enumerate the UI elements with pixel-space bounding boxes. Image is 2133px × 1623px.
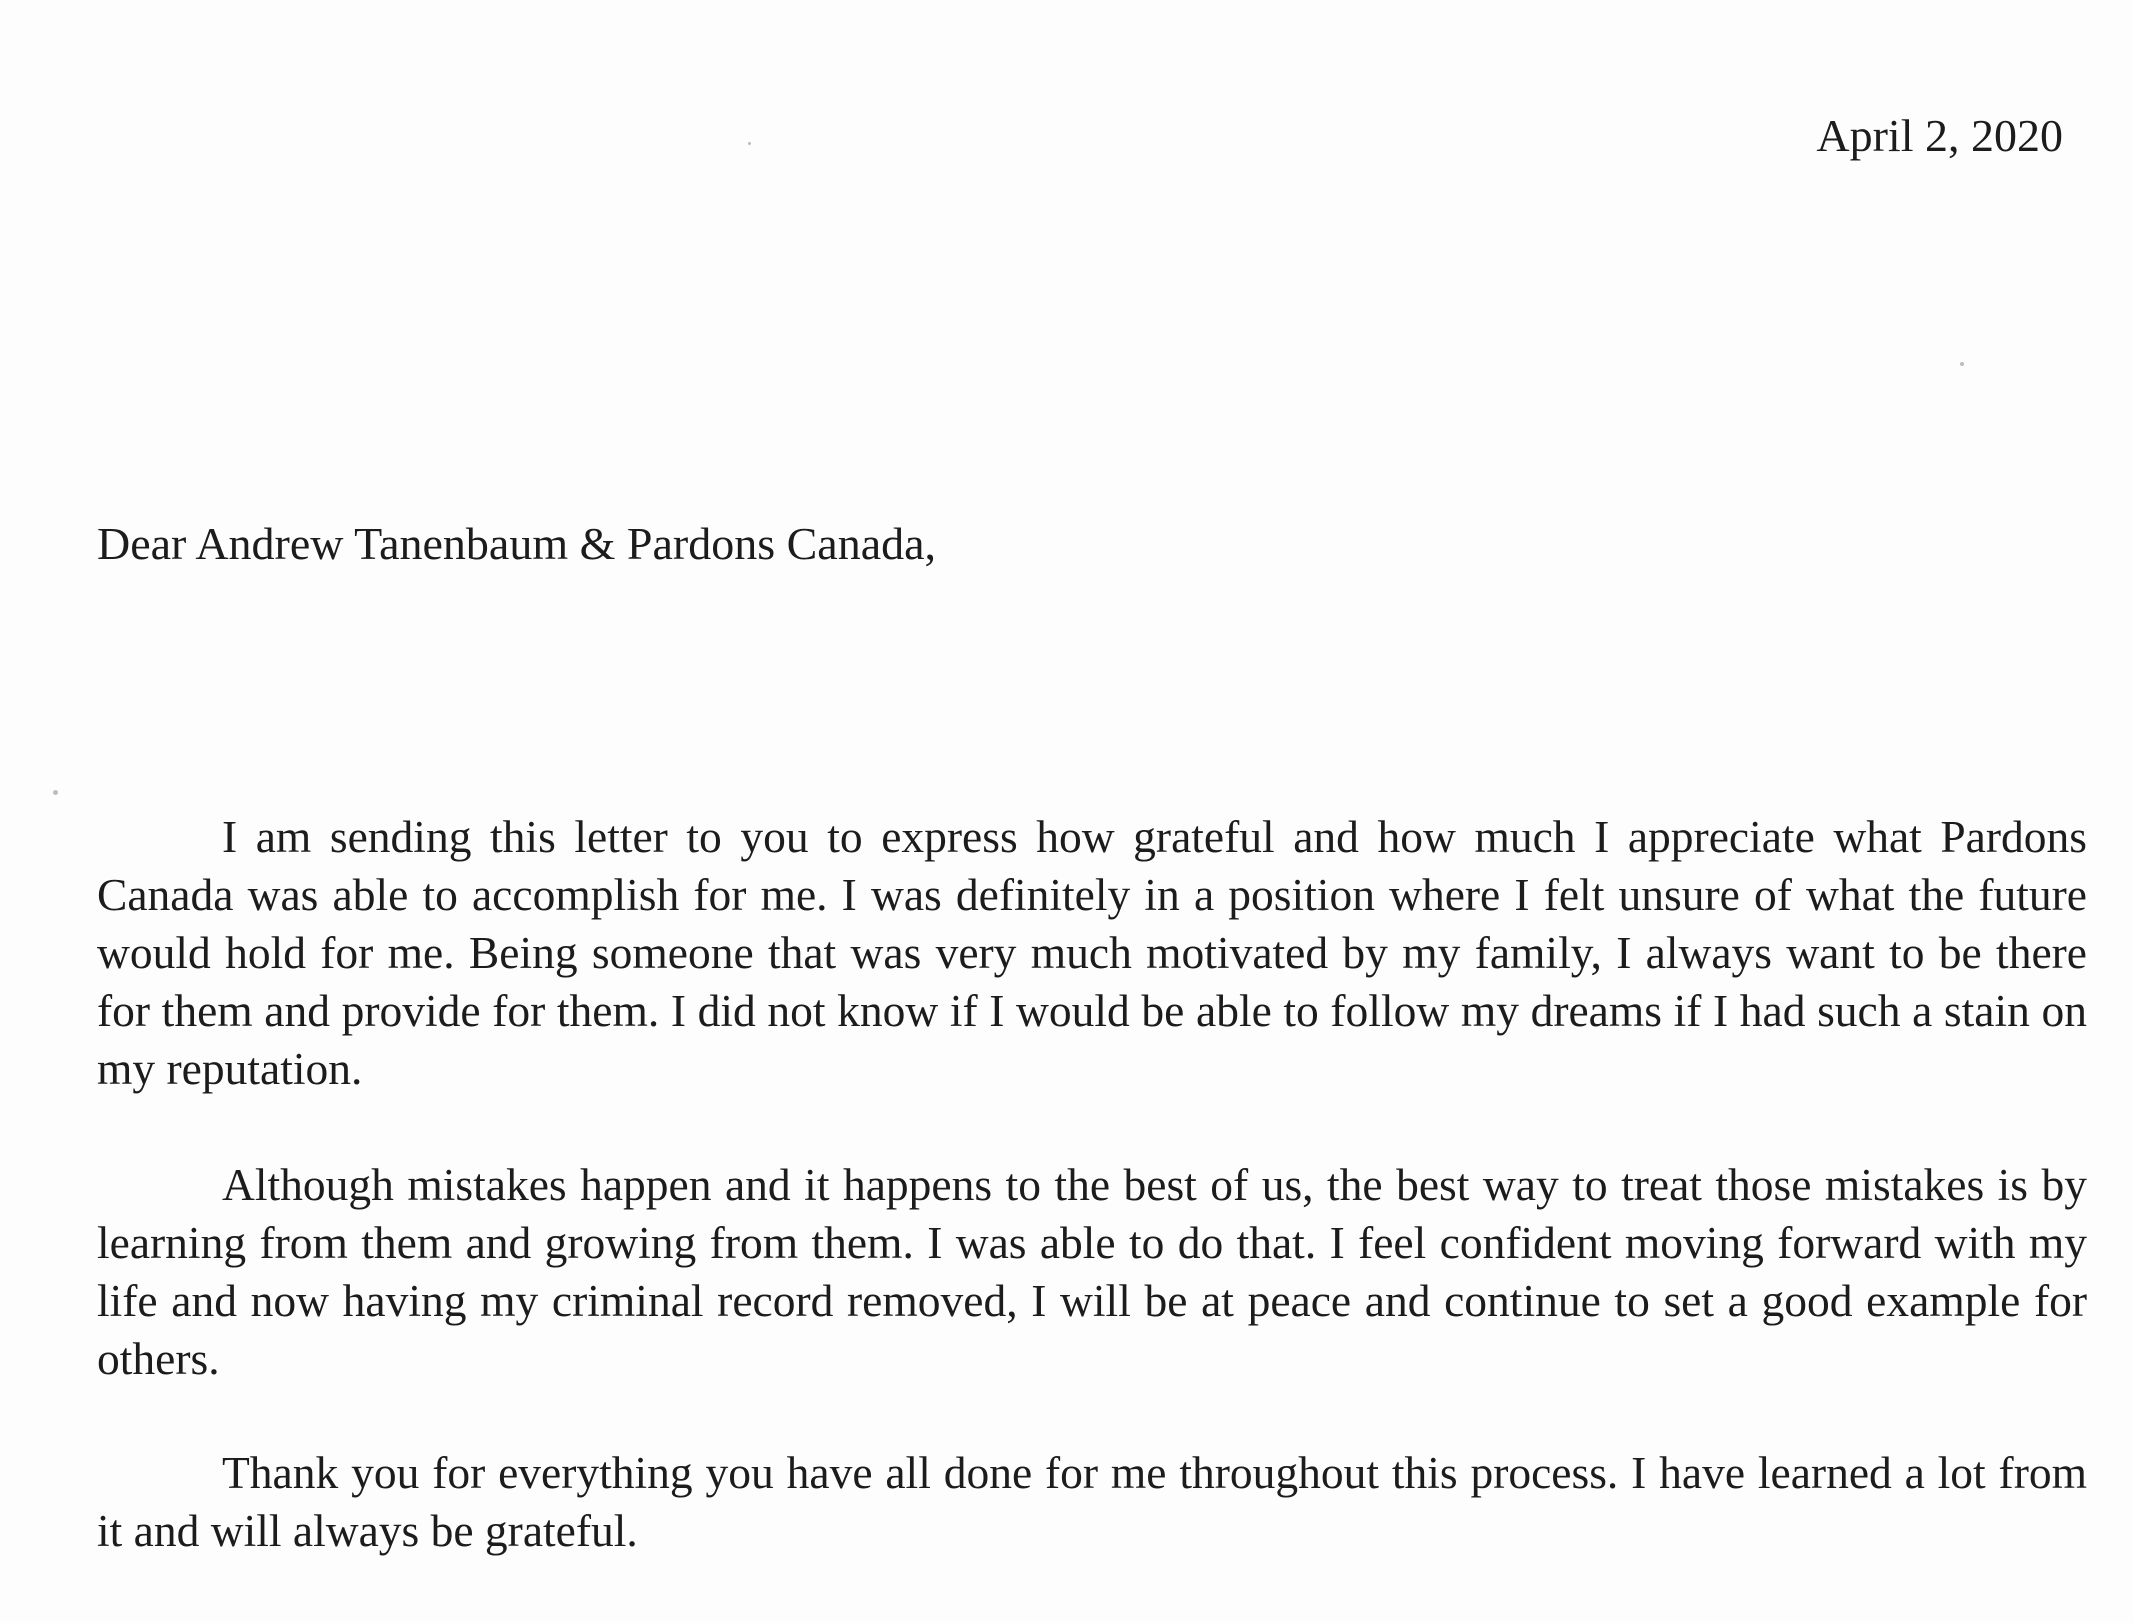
scan-speck	[1960, 362, 1964, 366]
scan-speck	[748, 142, 751, 145]
letter-paragraph: Although mistakes happen and it happens to the best of us, the best way to treat those mistakes is by learning from them and growing from them. I was able to do that. I feel confident moving forward with my life and now having my criminal record removed, I will be at peace and continue to set a good example for others.	[97, 1159, 2087, 1384]
scan-speck	[53, 790, 58, 795]
letter-paragraph: I am sending this letter to you to express how grateful and how much I appreciate what Pardons Canada was able to accomplish for me. I was definitely in a position where I felt unsure of what the future would hold for me. Being someone that was very much motivated by my family, I always want to be there for them and provide for them. I did not know if I would be able to follow my dreams if I had such a stain on my reputation.	[97, 811, 2087, 1094]
letter-paragraph: Thank you for everything you have all done for me throughout this process. I have learned a lot from it and will always be grateful.	[97, 1447, 2087, 1556]
letter-date: April 2, 2020	[1816, 110, 2063, 161]
letter-salutation: Dear Andrew Tanenbaum & Pardons Canada,	[97, 518, 937, 569]
